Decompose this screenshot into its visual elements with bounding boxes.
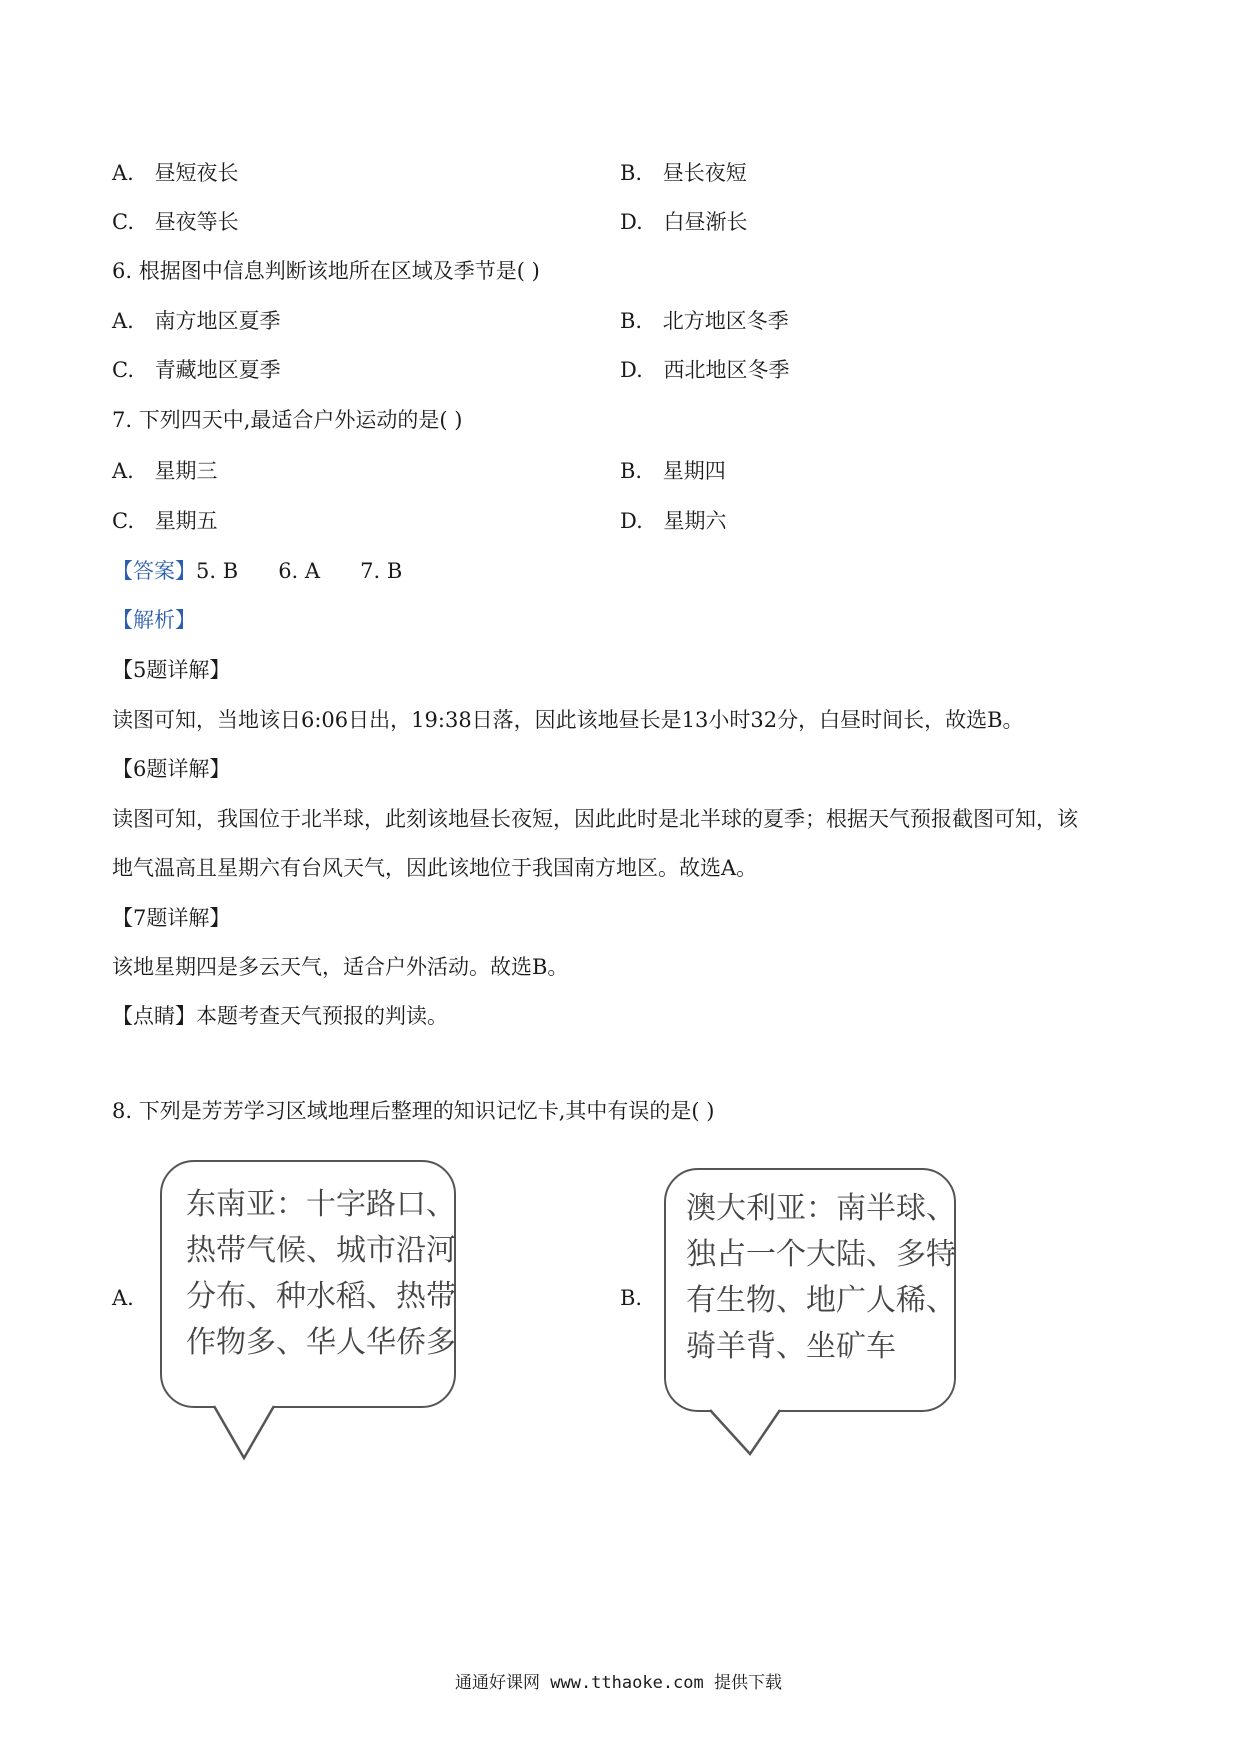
page-footer: 通通好课网 www.tthaoke.com 提供下载 — [455, 1673, 782, 1693]
q6-option-b — [620, 306, 789, 336]
card-a-line-1: 东南亚：十字路口、 — [186, 1187, 456, 1222]
answer-label: 【答案】 — [112, 559, 196, 583]
q7-option-d — [620, 506, 726, 536]
option-letter: B. — [620, 309, 643, 333]
answer-line — [112, 556, 402, 586]
card-b-line-2: 独占一个大陆、多特 — [686, 1237, 956, 1272]
option-letter: B. — [620, 459, 643, 483]
detail-7-line: 该地星期四是多云天气，适合户外活动。故选B。 — [112, 955, 569, 979]
card-b-text — [686, 1186, 956, 1370]
q7-option-b — [620, 456, 726, 486]
option-text: 昼短夜长 — [154, 161, 239, 185]
q7-option-c — [112, 506, 218, 536]
q6-option-a — [112, 306, 281, 336]
comment-label: 【点睛】 — [112, 1004, 196, 1028]
card-a-letter: A. — [112, 1286, 134, 1310]
option-text: 星期五 — [154, 509, 218, 533]
card-b-line-1: 澳大利亚：南半球、 — [686, 1191, 956, 1226]
option-text: 北方地区冬季 — [662, 309, 789, 333]
option-letter: A. — [112, 161, 134, 185]
comment-line — [112, 1001, 448, 1031]
q5-option-c — [112, 207, 239, 237]
q6-option-d — [620, 355, 789, 385]
option-text: 星期六 — [663, 509, 727, 533]
option-text: 南方地区夏季 — [154, 309, 281, 333]
detail-5-line: 读图可知，当地该日6:06日出，19:38日落，因此该地昼长是13小时32分，白昼时间长，故选B。 — [112, 708, 1024, 732]
card-a-text — [186, 1182, 456, 1366]
option-text: 青藏地区夏季 — [154, 358, 281, 382]
option-letter: C. — [112, 358, 134, 382]
answer-values: 5. B 6. A 7. B — [196, 559, 403, 583]
option-text: 昼夜等长 — [154, 210, 239, 234]
option-text: 昼长夜短 — [662, 161, 747, 185]
q7-option-a — [112, 456, 218, 486]
option-text: 星期三 — [154, 459, 218, 483]
option-letter: A. — [112, 309, 134, 333]
detail-6-line-2: 地气温高且星期六有台风天气，因此该地位于我国南方地区。故选A。 — [112, 856, 758, 880]
comment-text: 本题考查天气预报的判读。 — [196, 1004, 448, 1028]
option-letter: C. — [112, 509, 134, 533]
option-text: 西北地区冬季 — [663, 358, 790, 382]
card-a-line-3: 分布、种水稻、热带 — [186, 1279, 456, 1314]
card-b-line-3: 有生物、地广人稀、 — [686, 1283, 956, 1318]
card-a-line-4: 作物多、华人华侨多 — [186, 1325, 456, 1360]
card-b-letter: B. — [620, 1286, 643, 1310]
q6-option-c — [112, 355, 281, 385]
option-text: 星期四 — [662, 459, 726, 483]
card-a-bubble-tail — [212, 1404, 292, 1462]
option-letter: D. — [620, 210, 643, 234]
card-b-bubble-tail — [708, 1408, 792, 1458]
q5-option-a — [112, 158, 239, 188]
option-letter: C. — [112, 210, 134, 234]
option-text: 白昼渐长 — [663, 210, 748, 234]
option-letter: B. — [620, 161, 643, 185]
analysis-label: 【解析】 — [112, 608, 196, 632]
card-b-line-4: 骑羊背、坐矿车 — [686, 1329, 896, 1364]
q6-stem: 6. 根据图中信息判断该地所在区域及季节是( ) — [112, 259, 540, 283]
option-letter: D. — [620, 358, 643, 382]
option-letter: A. — [112, 459, 134, 483]
q5-option-b — [620, 158, 747, 188]
q8-stem: 8. 下列是芳芳学习区域地理后整理的知识记忆卡,其中有误的是( ) — [112, 1099, 715, 1123]
card-a-line-2: 热带气候、城市沿河 — [186, 1233, 456, 1268]
q5-option-d — [620, 207, 747, 237]
option-letter: D. — [620, 509, 643, 533]
detail-6-line-1: 读图可知，我国位于北半球，此刻该地昼长夜短，因此此时是北半球的夏季；根据天气预报截图可知，该 — [112, 807, 1078, 831]
q7-stem: 7. 下列四天中,最适合户外运动的是( ) — [112, 408, 463, 432]
detail-6-title: 【6题详解】 — [112, 757, 231, 781]
detail-5-title: 【5题详解】 — [112, 658, 231, 682]
detail-7-title: 【7题详解】 — [112, 906, 231, 930]
